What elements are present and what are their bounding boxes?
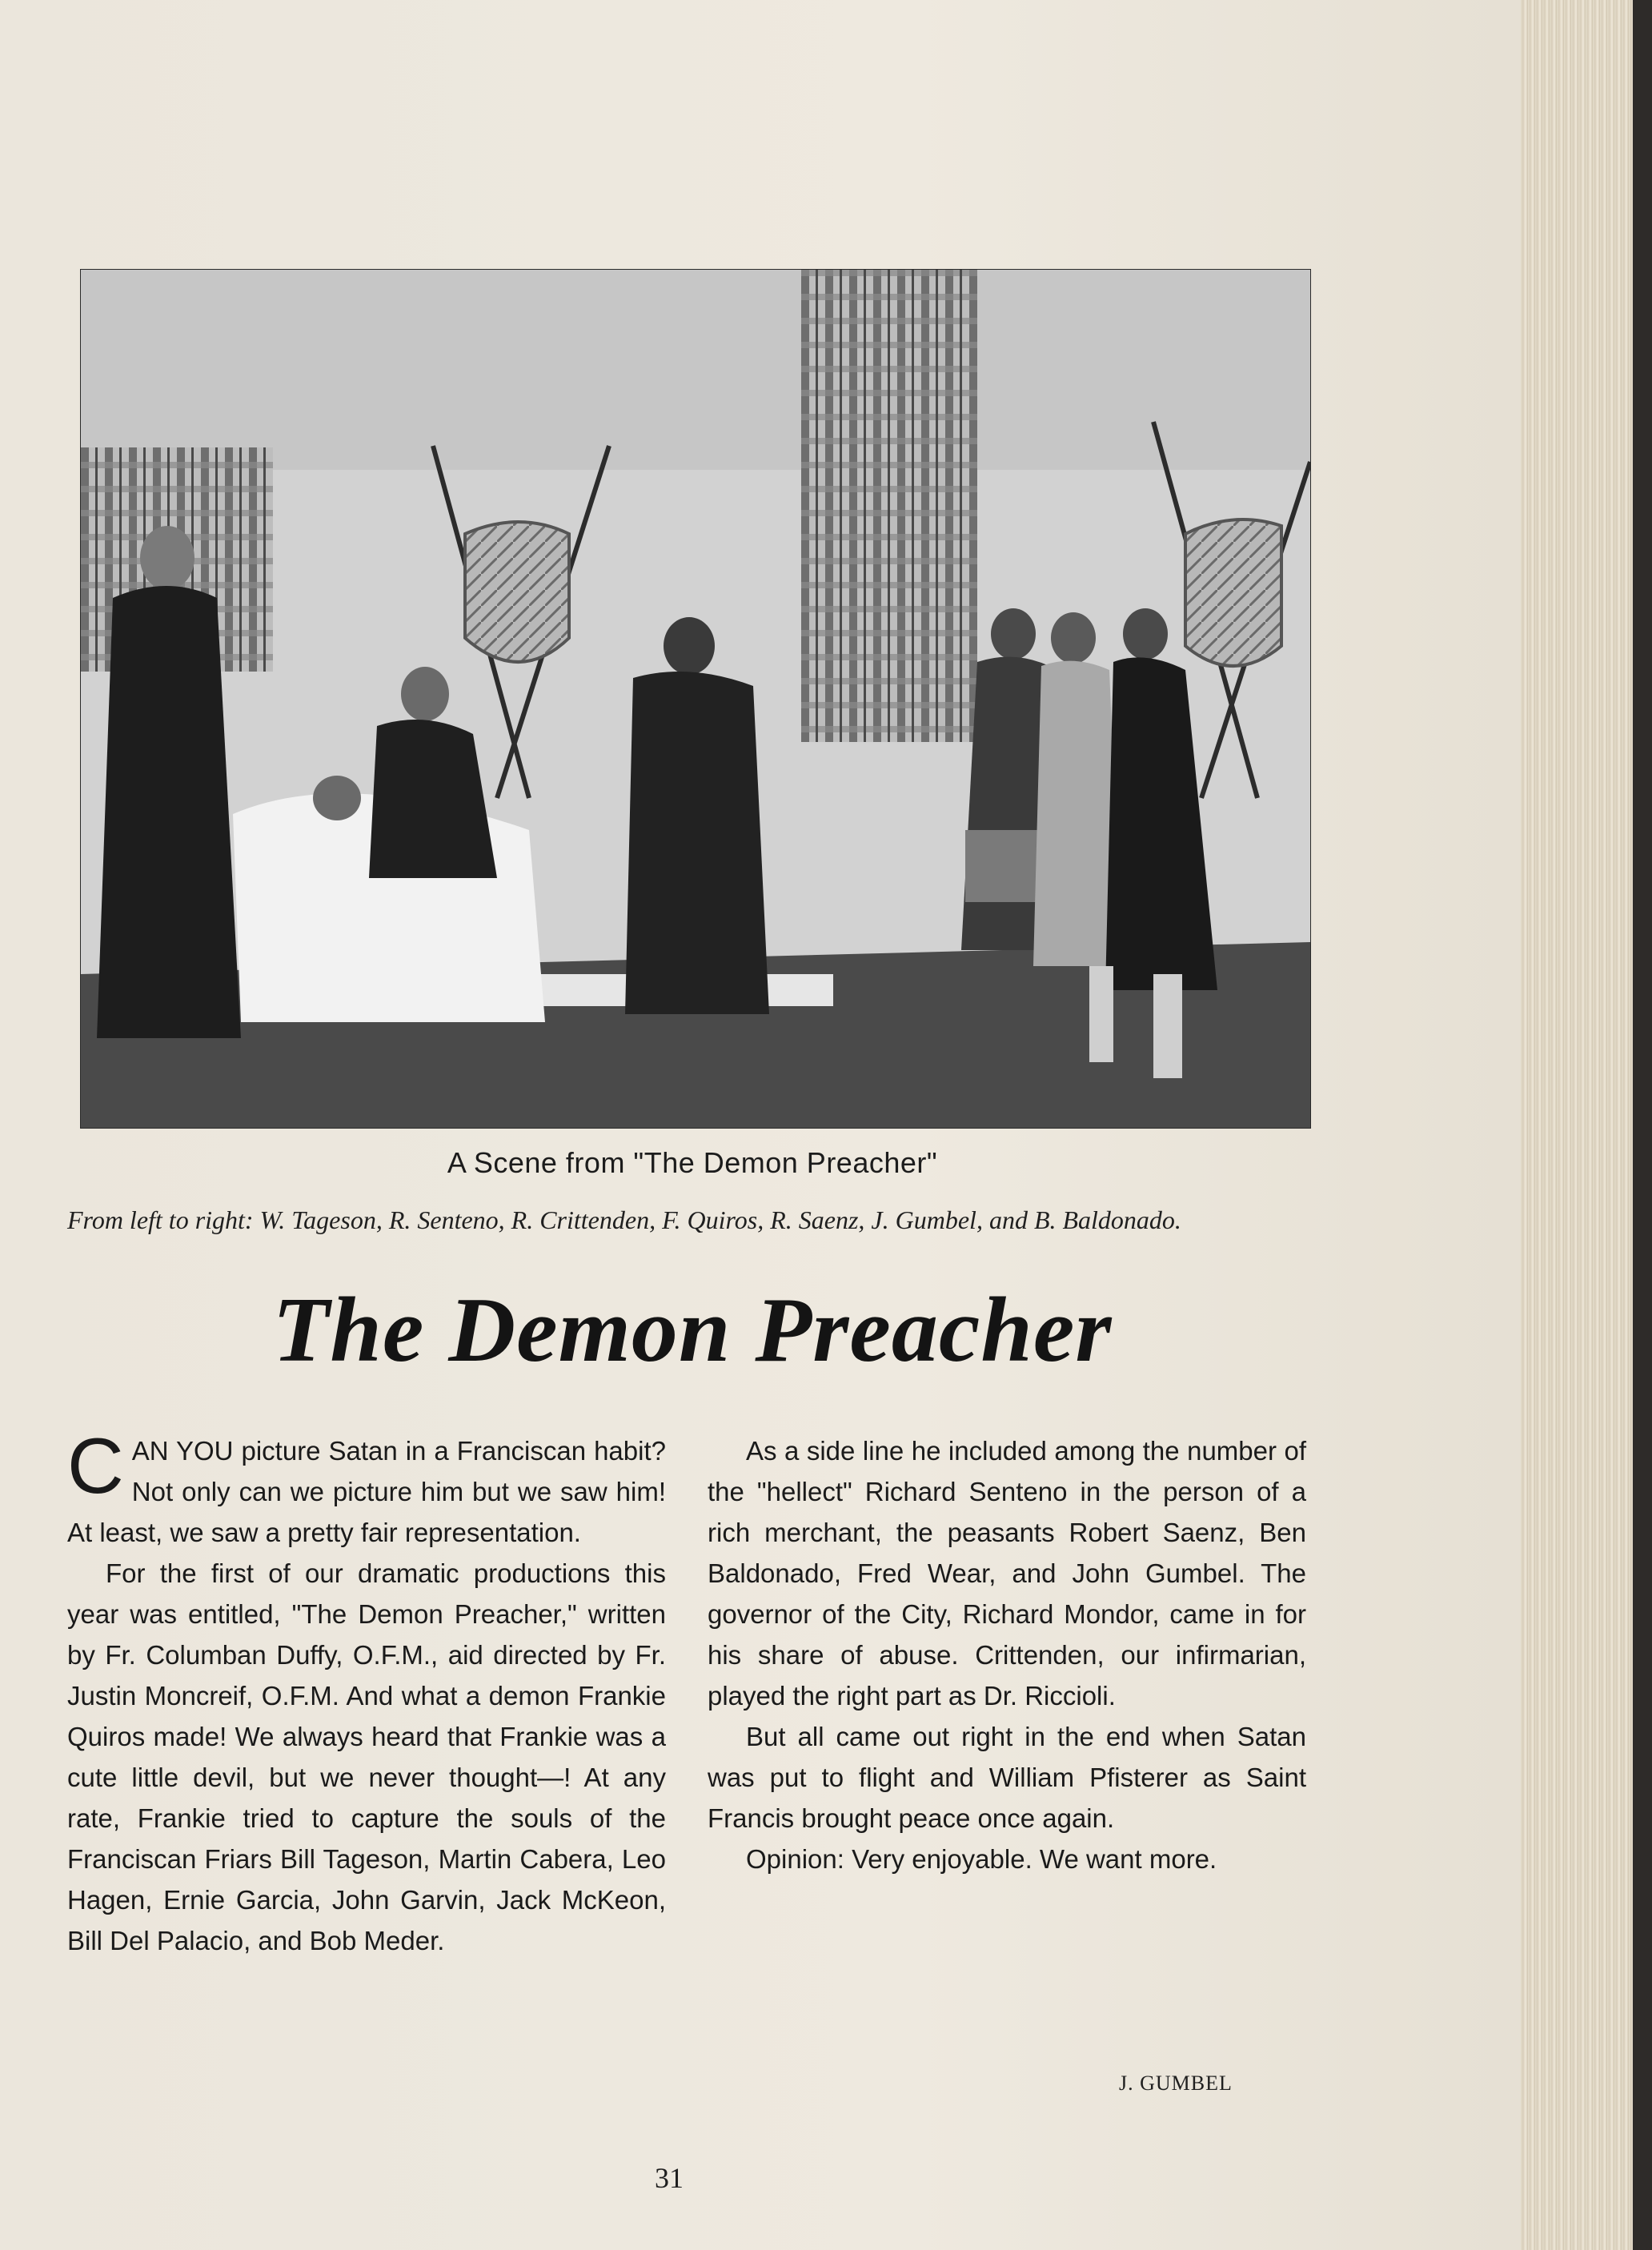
article-paragraph: But all came out right in the end when Satan was put to flight and William Pfisterer as Saint Francis brought peace once again. [708, 1722, 1306, 1833]
article-right-column [708, 1430, 1306, 1879]
article-paragraph-text: AN YOU picture Satan in a Franciscan habit? Not only can we picture him but we saw him! At least, we saw a pretty fair representation. [67, 1436, 666, 1547]
article-paragraph [67, 1422, 666, 1553]
photo-caption-title: A Scene from "The Demon Preacher" [447, 1146, 938, 1179]
book-page-edges [1521, 0, 1652, 2250]
drop-cap: C [67, 1422, 124, 1510]
page-number: 31 [655, 2162, 684, 2194]
stage-scene-illustration [81, 270, 1310, 1128]
article-paragraph: Opinion: Very enjoyable. We want more. [746, 1844, 1217, 1874]
article-left-column [67, 1422, 666, 1961]
article-headline: The Demon Preacher [272, 1279, 1113, 1382]
article-byline: J. GUMBEL [1119, 2072, 1233, 2095]
article-paragraph: As a side line he included among the number of the "hellect" Richard Senteno in the person of a rich merchant, the peasants Robert Saenz, Ben Baldonado, Fred Wear, and John Gumbel. The governor of the City, Richard Mondor, came in for his share of abuse. Crittenden, our infirmarian, played the right part as Dr. Riccioli. [708, 1436, 1306, 1711]
article-paragraph: For the first of our dramatic productions this year was entitled, "The Demon Preacher," written by Fr. Columban Duffy, O.F.M., aid directed by Fr. Justin Moncreif, O.F.M. And what a demon Frankie Quiros made! We always heard that Frankie was a cute little devil, but we never thought—! At any rate, Frankie tried to capture the souls of the Franciscan Friars Bill Tageson, Martin Cabera, Leo Hagen, Ernie Garcia, John Garvin, Jack McKeon, Bill Del Palacio, and Bob Meder. [67, 1558, 666, 1955]
stage-photo [80, 269, 1311, 1129]
photo-caption-credits: From left to right: W. Tageson, R. Senteno, R. Crittenden, F. Quiros, R. Saenz, J. Gumbel, and B. Baldonado. [67, 1205, 1181, 1234]
